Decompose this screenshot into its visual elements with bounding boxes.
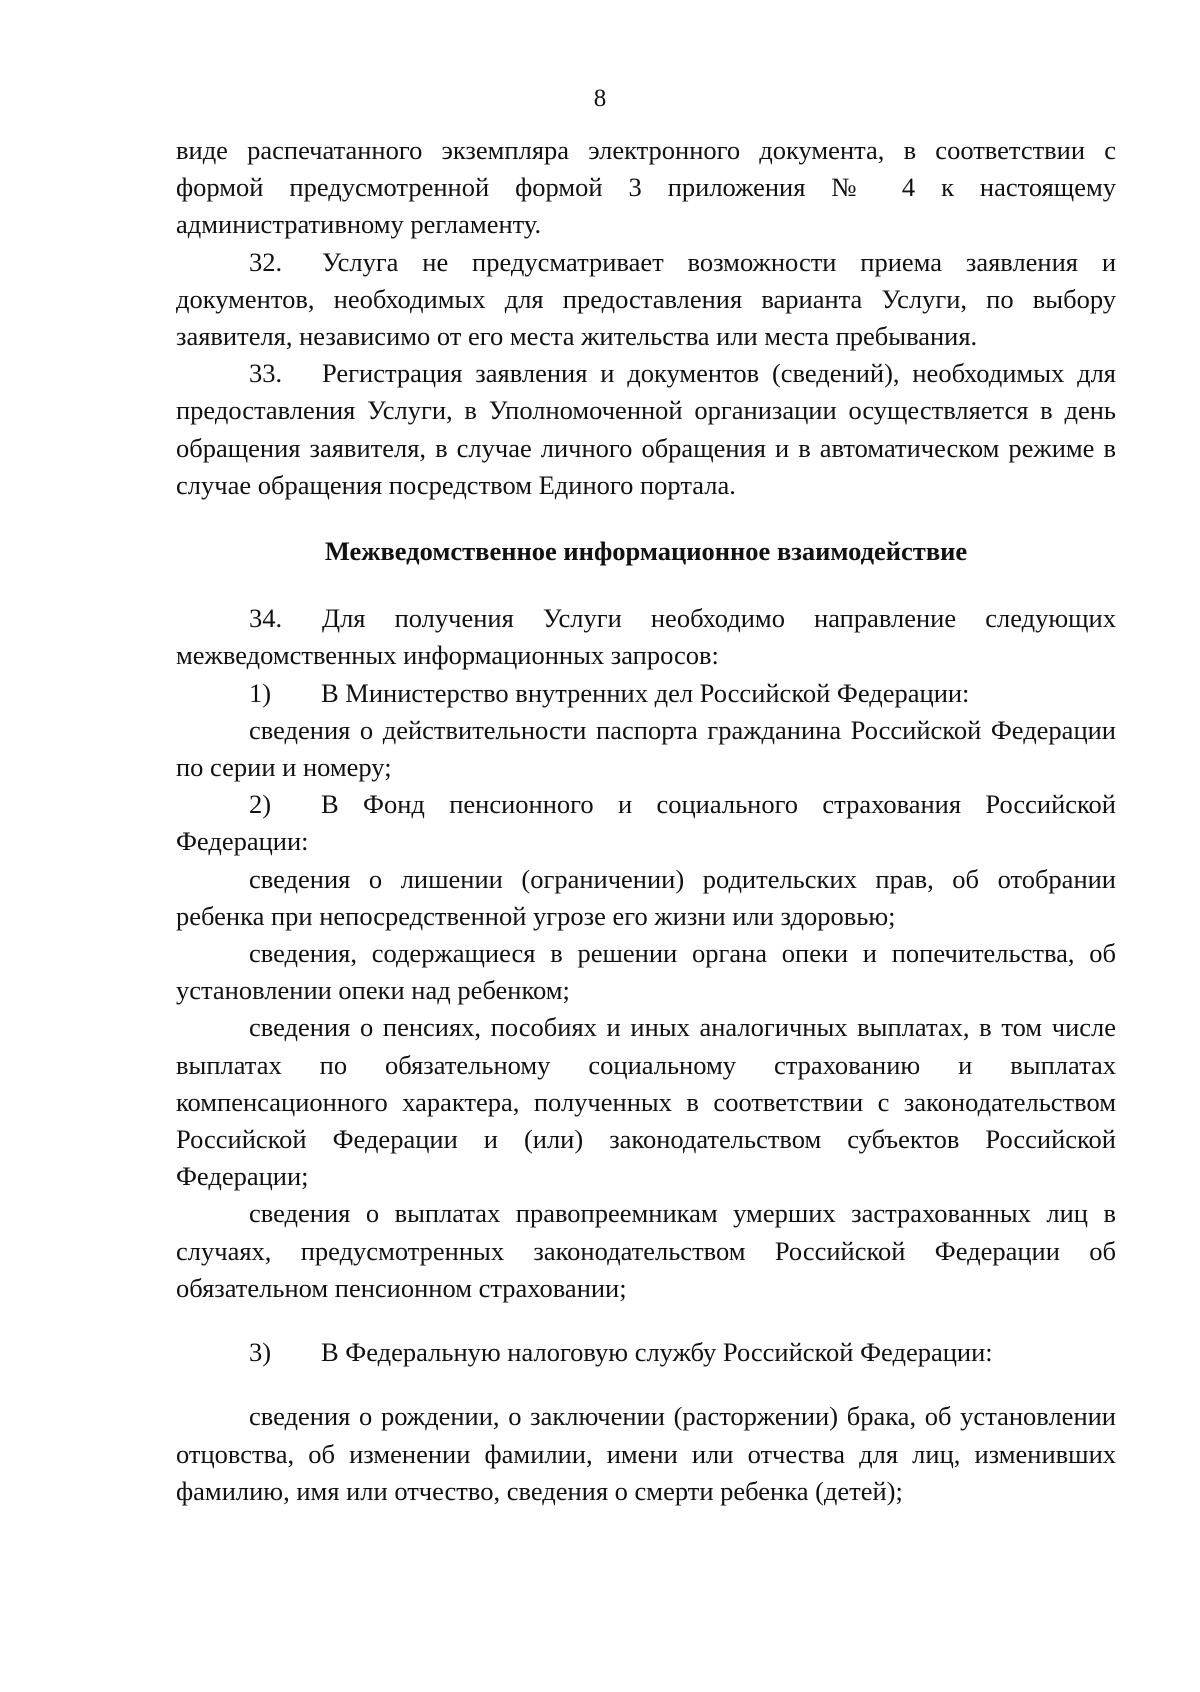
document-body [176,132,1116,1510]
list-item-1-number: 1) [249,677,272,708]
paragraph-34-number: 34. [249,603,283,634]
paragraph-33-number: 33. [249,358,283,389]
paragraph-32-number: 32. [249,246,283,277]
list-item-1 [176,675,1116,712]
paragraph-34-text: Для получения Услуги необходимо направление следующих межведомственных информационных запросов: [176,603,1116,671]
paragraph-32 [176,244,1116,356]
list-item-2-number: 2) [249,789,272,820]
list-item-2-detail-4: сведения о выплатах правопреемникам умерших застрахованных лиц в случаях, предусмотренных законодательством Российской Федерации об обязательном пенсионном страховании; [176,1198,1116,1303]
list-item-2-detail-1: сведения о лишении (ограничении) родительских прав, об отобрании ребенка при непосредственной угрозе его жизни или здоровью; [176,863,1116,931]
list-item-3 [176,1334,1116,1371]
list-item-3-text: В Федеральную налоговую службу Российской Федерации: [321,1337,993,1368]
list-item-1-detail: сведения о действительности паспорта гражданина Российской Федерации по серии и номеру; [176,714,1116,783]
paragraph-33-text: Регистрация заявления и документов (сведений), необходимых для предоставления Услуги, в Уполномоченной организации осуществляется в день обращения заявителя, в случае личного обращения и в автоматическом режиме в случае обращения посредством Единого портала. [176,358,1116,500]
list-item-3-detail: сведения о рождении, о заключении (расторжении) брака, об установлении отцовства, об изменении фамилии, имени или отчества для лиц, изменивших фамилию, имя или отчество, сведения о смерти ребенка (детей); [176,1401,1116,1506]
list-item-2-text: В Фонд пенсионного и социального страхования Российской Федерации: [176,789,1116,857]
section-heading: Межведомственное информационное взаимодействие [324,536,968,567]
paragraph-34 [176,600,1116,674]
list-item-2-detail-2: сведения, содержащиеся в решении органа опеки и попечительства, об установлении опеки над ребенком; [176,938,1116,1006]
list-item-2-detail-3: сведения о пенсиях, пособиях и иных аналогичных выплатах, в том числе выплатах по обязательному социальному страхованию и выплатах компенсационного характера, полученных в соответствии с законодательством Российской Федерации и (или) законодательством субъектов Российской Федерации; [176,1012,1116,1192]
intro-paragraph: виде распечатанного экземпляра электронного документа, в соответствии с формой предусмотренной формой 3 приложения № 4 к настоящему административному регламенту. [176,135,1116,240]
list-item-1-text: В Министерство внутренних дел Российской Федерации: [321,677,970,708]
page-number: 8 [593,85,607,112]
list-item-2 [176,786,1116,860]
paragraph-33 [176,355,1116,504]
paragraph-32-text: Услуга не предусматривает возможности приема заявления и документов, необходимых для предоставления варианта Услуги, по выбору заявителя, независимо от его места жительства или места пребывания. [176,246,1116,352]
list-item-3-number: 3) [249,1337,272,1368]
